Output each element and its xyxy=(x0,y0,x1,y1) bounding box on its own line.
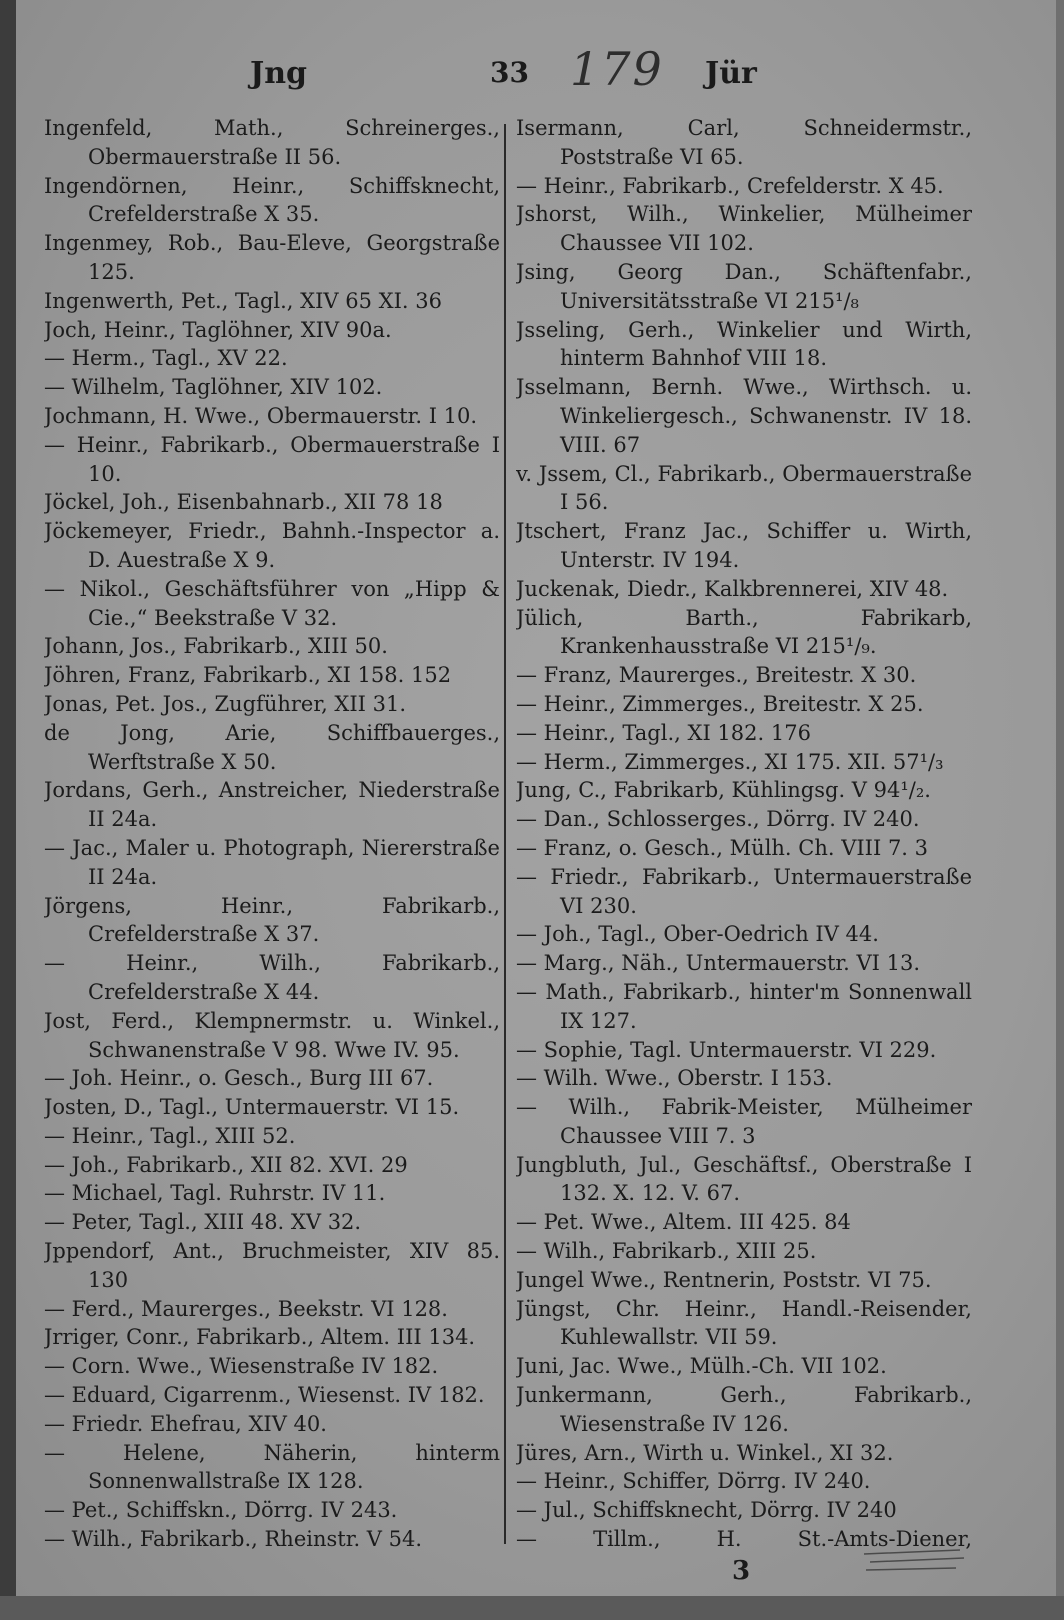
directory-entry: Jüres, Arn., Wirth u. Winkel., XI 32. xyxy=(516,1440,894,1465)
directory-entry: Isermann, Carl, Schneidermstr., Poststraße VI 65. xyxy=(516,116,972,169)
directory-entry: Jppendorf, Ant., Bruchmeister, XIV 85. 130 xyxy=(44,1239,500,1292)
signature-mark: 3 xyxy=(732,1556,751,1586)
directory-entry: Jochmann, H. Wwe., Obermauerstr. I 10. xyxy=(44,403,478,428)
directory-entry: — Heinr., Fabrikarb., Obermauerstraße I 10. xyxy=(44,432,500,486)
directory-entry: Josten, D., Tagl., Untermauerstr. VI 15. xyxy=(44,1095,460,1120)
directory-entry: — Friedr., Fabrikarb., Untermauerstraße VI 230. xyxy=(516,864,972,918)
directory-entry: Jonas, Pet. Jos., Zugführer, XII 31. xyxy=(44,691,407,716)
directory-entry: Jungbluth, Jul., Geschäftsf., Oberstraße I 132. X. 12. V. 67. xyxy=(516,1152,972,1206)
directory-entry: — Joh., Tagl., Ober-Oedrich IV 44. xyxy=(516,922,879,947)
directory-entry: — Joh. Heinr., o. Gesch., Burg III 67. xyxy=(44,1066,434,1091)
directory-entry: Jung, C., Fabrikarb, Kühlingsg. V 94¹/₂. xyxy=(516,778,931,803)
directory-entry: — Wilhelm, Taglöhner, XIV 102. xyxy=(44,375,383,400)
binding-edge xyxy=(0,0,16,1620)
right-column xyxy=(516,114,972,1554)
directory-entry: — Wilh., Fabrik-Meister, Mülheimer Chaussee VIII 7. 3 xyxy=(516,1095,972,1148)
directory-entry: — Herm., Zimmerges., XI 175. XII. 57¹/₃ xyxy=(516,749,944,774)
directory-entry: Juni, Jac. Wwe., Mülh.-Ch. VII 102. xyxy=(516,1354,887,1379)
directory-entry: Jörgens, Heinr., Fabrikarb., Crefelderstraße X 37. xyxy=(44,893,500,947)
directory-entry: — Dan., Schlosserges., Dörrg. IV 240. xyxy=(516,807,920,832)
directory-entry: — Math., Fabrikarb., hinter'm Sonnenwall IX 127. xyxy=(516,979,972,1033)
directory-entry: de Jong, Arie, Schiffbauerges., Werftstraße X 50. xyxy=(44,720,500,774)
directory-entry: Ingenfeld, Math., Schreinerges., Obermauerstraße II 56. xyxy=(44,116,500,169)
page-edge-right xyxy=(1056,0,1064,1620)
directory-entry: — Heinr., Tagl., XI 182. 176 xyxy=(516,720,811,745)
directory-entry: — Heinr., Fabrikarb., Crefelderstr. X 45. xyxy=(516,173,944,198)
directory-entry: Ingendörnen, Heinr., Schiffsknecht, Crefelderstraße X 35. xyxy=(44,173,500,227)
column-divider xyxy=(504,124,506,1544)
directory-entry: Jshorst, Wilh., Winkelier, Mülheimer Chaussee VII 102. xyxy=(516,202,972,256)
directory-entry: Jrriger, Conr., Fabrikarb., Altem. III 134. xyxy=(44,1325,476,1350)
directory-entry: Junkermann, Gerh., Fabrikarb., Wiesenstraße IV 126. xyxy=(516,1383,972,1436)
directory-entry: — Wilh. Wwe., Oberstr. I 153. xyxy=(516,1066,833,1091)
directory-entry: — Jul., Schiffsknecht, Dörrg. IV 240 xyxy=(516,1498,897,1523)
directory-entry: Jöhren, Franz, Fabrikarb., XI 158. 152 xyxy=(44,663,452,688)
page-edge-bottom xyxy=(0,1596,1064,1620)
directory-entry: — Peter, Tagl., XIII 48. XV 32. xyxy=(44,1210,362,1235)
directory-entry: — Wilh., Fabrikarb., Rheinstr. V 54. xyxy=(44,1527,423,1552)
directory-entry: Ingenmey, Rob., Bau-Eleve, Georgstraße 125. xyxy=(44,231,500,284)
header-right-word: Jür xyxy=(705,56,757,91)
directory-entry: — Nikol., Geschäftsführer von „Hipp & Cie.,“ Beekstraße V 32. xyxy=(44,576,500,630)
directory-entry: Jöckemeyer, Friedr., Bahnh.-Inspector a. D. Auestraße X 9. xyxy=(44,519,500,572)
directory-entry: — Corn. Wwe., Wiesenstraße IV 182. xyxy=(44,1354,439,1379)
directory-entry: Jsseling, Gerh., Winkelier und Wirth, hinterm Bahnhof VIII 18. xyxy=(516,317,972,371)
directory-entry: — Helene, Näherin, hinterm Sonnenwallstraße IX 128. xyxy=(44,1440,500,1494)
directory-entry: Ingenwerth, Pet., Tagl., XIV 65 XI. 36 xyxy=(44,288,442,313)
directory-entry: — Marg., Näh., Untermauerstr. VI 13. xyxy=(516,951,921,976)
directory-entry: Jungel Wwe., Rentnerin, Poststr. VI 75. xyxy=(516,1267,932,1292)
directory-entry: — Franz, o. Gesch., Mülh. Ch. VIII 7. 3 xyxy=(516,835,929,860)
directory-entry: — Franz, Maurerges., Breitestr. X 30. xyxy=(516,663,917,688)
directory-entry: Jsing, Georg Dan., Schäftenfabr., Universitätsstraße VI 215¹/₈ xyxy=(516,259,972,313)
directory-entry: — Sophie, Tagl. Untermauerstr. VI 229. xyxy=(516,1037,937,1062)
directory-entry: Juckenak, Diedr., Kalkbrennerei, XIV 48. xyxy=(516,576,949,601)
directory-entry: — Pet. Wwe., Altem. III 425. 84 xyxy=(516,1210,851,1235)
header-page-number: 33 xyxy=(490,56,529,89)
directory-entry: — Herm., Tagl., XV 22. xyxy=(44,346,288,371)
directory-entry: Jüngst, Chr. Heinr., Handl.-Reisender, Kuhlewallstr. VII 59. xyxy=(516,1296,972,1350)
left-column xyxy=(44,114,500,1554)
directory-entry: Jtschert, Franz Jac., Schiffer u. Wirth, Unterstr. IV 194. xyxy=(516,519,972,572)
directory-entry: Jülich, Barth., Fabrikarb, Krankenhausstraße VI 215¹/₉. xyxy=(516,605,972,659)
directory-entry: Jost, Ferd., Klempnermstr. u. Winkel., Schwanenstraße V 98. Wwe IV. 95. xyxy=(44,1008,500,1062)
directory-entry: — Heinr., Zimmerges., Breitestr. X 25. xyxy=(516,691,924,716)
directory-entry: — Wilh., Fabrikarb., XIII 25. xyxy=(516,1239,817,1264)
directory-entry: — Tillm., H. St.-Amts-Diener, xyxy=(516,1527,972,1552)
directory-entry: — Heinr., Wilh., Fabrikarb., Crefelderstraße X 44. xyxy=(44,951,500,1004)
pencil-scribble-icon xyxy=(860,1542,970,1582)
directory-entry: — Heinr., Schiffer, Dörrg. IV 240. xyxy=(516,1469,871,1494)
header-left-word: Jng xyxy=(250,56,307,91)
handwritten-number: 179 xyxy=(570,42,664,96)
directory-entry: Jöckel, Joh., Eisenbahnarb., XII 78 18 xyxy=(44,490,443,515)
directory-entry: v. Jssem, Cl., Fabrikarb., Obermauerstraße I 56. xyxy=(516,461,972,515)
directory-entry: — Friedr. Ehefrau, XIV 40. xyxy=(44,1411,327,1436)
page-header xyxy=(0,42,1064,98)
directory-entry: Johann, Jos., Fabrikarb., XIII 50. xyxy=(44,634,388,659)
directory-entry: Jsselmann, Bernh. Wwe., Wirthsch. u. Winkeliergesch., Schwanenstr. IV 18. VIII. 67 xyxy=(516,375,972,457)
directory-entry: — Eduard, Cigarrenm., Wiesenst. IV 182. xyxy=(44,1383,485,1408)
directory-entry: Joch, Heinr., Taglöhner, XIV 90a. xyxy=(44,317,392,342)
directory-entry: — Jac., Maler u. Photograph, Niererstraße II 24a. xyxy=(44,835,500,889)
directory-entry: — Joh., Fabrikarb., XII 82. XVI. 29 xyxy=(44,1152,408,1177)
directory-entry: — Ferd., Maurerges., Beekstr. VI 128. xyxy=(44,1296,448,1321)
directory-entry: — Pet., Schiffskn., Dörrg. IV 243. xyxy=(44,1498,398,1523)
directory-entry: — Heinr., Tagl., XIII 52. xyxy=(44,1123,296,1148)
directory-entry: — Michael, Tagl. Ruhrstr. IV 11. xyxy=(44,1181,386,1206)
directory-entry: Jordans, Gerh., Anstreicher, Niederstraße II 24a. xyxy=(44,778,500,832)
